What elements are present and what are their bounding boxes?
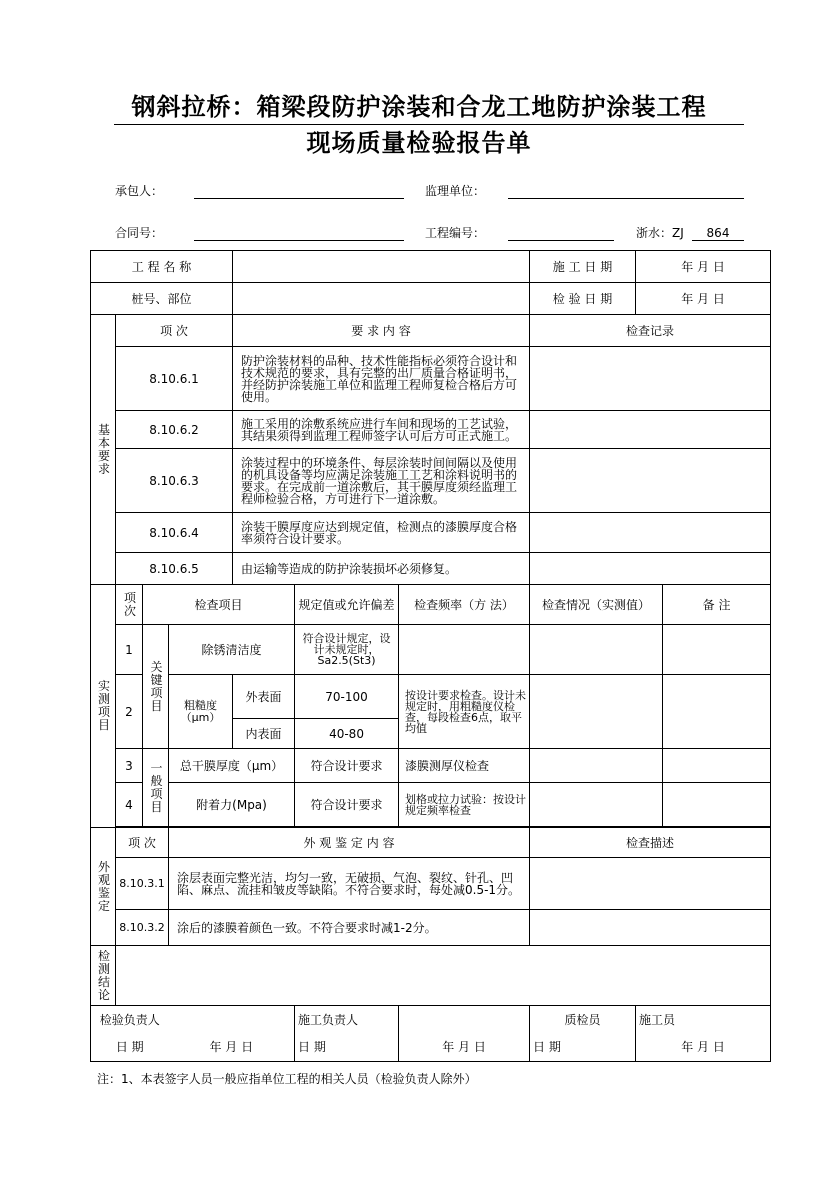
basic-row-text: 由运输等造成的防护涂装损坏必须修复。 xyxy=(233,553,530,585)
station-label: 桩号、部位 xyxy=(91,283,233,315)
appearance-row-code: 8.10.3.1 xyxy=(116,858,169,910)
title-underline xyxy=(114,124,744,125)
station-cell[interactable] xyxy=(233,283,530,315)
footnote: 注：1、本表签字人员一般应指单位工程的相关人员（检验负责人除外） xyxy=(97,1072,477,1086)
measured-row-result[interactable] xyxy=(530,749,663,783)
basic-row-code: 8.10.6.1 xyxy=(116,347,233,411)
measured-row-no: 3 xyxy=(116,749,143,783)
key-items-cell: 关键项目 xyxy=(143,625,169,749)
construction-date-sign-value[interactable]: 年 月 日 xyxy=(399,1034,530,1062)
basic-row-code: 8.10.6.4 xyxy=(116,513,233,553)
inspection-table xyxy=(90,250,771,1062)
basic-section-label: 基本要求 xyxy=(98,422,111,476)
measured-row-remark[interactable] xyxy=(663,625,771,675)
serial-underline xyxy=(692,240,744,241)
basic-row-code: 8.10.6.3 xyxy=(116,449,233,513)
measured-row-remark[interactable] xyxy=(663,783,771,827)
appearance-row-text: 涂后的漆膜着颜色一致。不符合要求时减1-2分。 xyxy=(169,910,530,946)
measured-row-spec: 符合设计规定，设计未规定时，Sa2.5(St3) xyxy=(295,625,399,675)
basic-row-record[interactable] xyxy=(530,347,771,411)
serial-label: 浙水：ZJ xyxy=(636,226,684,240)
measured-row-freq: 按设计要求检查。设计未规定时，用粗糙度仪检查，每段检查6点，取平均值 xyxy=(399,675,530,749)
supervisor-label: 监理单位： xyxy=(425,184,486,198)
measured-row-freq xyxy=(399,625,530,675)
supervisor-field[interactable] xyxy=(508,198,744,199)
construction-date-cell[interactable]: 年 月 日 xyxy=(636,251,771,283)
basic-row-text: 防护涂装材料的品种、技术性能指标必须符合设计和技术规范的要求，具有完整的出厂质量合格证明书，并经防护涂装施工单位和监理工程师复检合格后方可使用。 xyxy=(233,347,530,411)
inspector-lead-sign[interactable] xyxy=(169,1006,295,1034)
conclusion-section-label: 检测结论 xyxy=(98,948,111,1002)
inspector-date-value[interactable]: 年 月 日 xyxy=(169,1034,295,1062)
project-name-cell[interactable] xyxy=(233,251,530,283)
measured-row-remark[interactable] xyxy=(663,675,771,749)
measured-row-result[interactable] xyxy=(530,783,663,827)
basic-row-text: 涂装过程中的环境条件、每层涂装时间间隔以及使用的机具设备等均应满足涂装施工工艺和涂料说明书的要求。在完成前一道涂敷后，其干膜厚度须经监理工程师检验合格，方可进行下一道涂敷。 xyxy=(233,449,530,513)
project-no-label: 工程编号： xyxy=(425,226,486,240)
measured-row-sub: 内表面 xyxy=(233,719,295,749)
construction-date-sign-label: 日 期 xyxy=(295,1034,399,1062)
conclusion-section-cell xyxy=(91,946,116,1006)
conclusion-cell[interactable] xyxy=(116,946,771,1006)
measured-row-remark[interactable] xyxy=(663,749,771,783)
measured-row-sub: 外表面 xyxy=(233,675,295,719)
report-title-line2: 现场质量检验报告单 xyxy=(306,129,532,157)
measured-col-spec: 规定值或允许偏差 xyxy=(295,585,399,625)
quality-inspector-label: 质检员 xyxy=(530,1006,636,1034)
basic-row-text: 涂装干膜厚度应达到规定值，检测点的漆膜厚度合格率须符合设计要求。 xyxy=(233,513,530,553)
construction-date-label: 施 工 日 期 xyxy=(530,251,636,283)
basic-row-record[interactable] xyxy=(530,513,771,553)
appearance-row-desc[interactable] xyxy=(530,858,771,910)
contractor-field[interactable] xyxy=(194,198,404,199)
basic-col-record: 检查记录 xyxy=(530,315,771,347)
measured-row-no: 4 xyxy=(116,783,143,827)
measured-col-check: 检查项目 xyxy=(143,585,295,625)
quality-date-cell[interactable]: 日 期 xyxy=(530,1034,636,1062)
inspector-lead-label: 检验负责人 xyxy=(91,1006,169,1034)
measured-row-result[interactable] xyxy=(530,625,663,675)
measured-row-freq: 漆膜测厚仪检查 xyxy=(399,749,530,783)
measured-section-label: 实测项目 xyxy=(98,679,111,732)
appearance-section-label: 外观鉴定 xyxy=(98,859,111,913)
contract-no-label: 合同号： xyxy=(115,226,164,240)
measured-col-item: 项次 xyxy=(116,585,143,625)
measured-row-result[interactable] xyxy=(530,675,663,749)
appearance-row-desc[interactable] xyxy=(530,910,771,946)
measured-row-item: 除锈清洁度 xyxy=(169,625,295,675)
general-items-cell: 一般项目 xyxy=(143,749,169,827)
basic-row-record[interactable] xyxy=(530,411,771,449)
measured-row-no: 2 xyxy=(116,675,143,749)
inspection-date-cell[interactable]: 年 月 日 xyxy=(636,283,771,315)
appearance-row-code: 8.10.3.2 xyxy=(116,910,169,946)
measured-row-spec: 符合设计要求 xyxy=(295,783,399,827)
inspection-date-label: 检 验 日 期 xyxy=(530,283,636,315)
appearance-section-cell xyxy=(91,828,116,946)
appearance-col-content: 外 观 鉴 定 内 容 xyxy=(169,828,530,858)
measured-row-item: 粗糙度（μm） xyxy=(169,675,233,749)
measured-row-no: 1 xyxy=(116,625,143,675)
basic-col-requirement: 要 求 内 容 xyxy=(233,315,530,347)
appearance-col-desc: 检查描述 xyxy=(530,828,771,858)
project-no-field[interactable] xyxy=(508,240,614,241)
appearance-col-item: 项 次 xyxy=(116,828,169,858)
project-name-label: 工 程 名 称 xyxy=(91,251,233,283)
basic-col-item: 项 次 xyxy=(116,315,233,347)
constructor-date-cell[interactable]: 年 月 日 xyxy=(636,1034,771,1062)
serial-value: 864 xyxy=(706,226,730,240)
contractor-label: 承包人： xyxy=(115,184,164,198)
basic-row-record[interactable] xyxy=(530,449,771,513)
measured-col-result: 检查情况（实测值） xyxy=(530,585,663,625)
measured-row-spec: 符合设计要求 xyxy=(295,749,399,783)
measured-section-cell xyxy=(91,585,116,828)
construction-lead-sign[interactable] xyxy=(399,1006,530,1034)
contract-no-field[interactable] xyxy=(194,240,404,241)
basic-row-text: 施工采用的涂敷系统应进行车间和现场的工艺试验，其结果须得到监理工程师签字认可后方可正式施工。 xyxy=(233,411,530,449)
measured-row-spec: 40-80 xyxy=(295,719,399,749)
measured-row-item: 总干膜厚度（μm） xyxy=(169,749,295,783)
construction-lead-label: 施工负责人 xyxy=(295,1006,399,1034)
basic-row-code: 8.10.6.2 xyxy=(116,411,233,449)
constructor-label: 施工员 xyxy=(636,1006,771,1034)
measured-row-item: 附着力(Mpa) xyxy=(169,783,295,827)
appearance-row-text: 涂层表面完整光洁，均匀一致，无破损、气泡、裂纹、针孔、凹陷、麻点、流挂和皱皮等缺陷。不符合要求时，每处减0.5-1分。 xyxy=(169,858,530,910)
inspector-date-label: 日 期 xyxy=(91,1034,169,1062)
measured-col-freq: 检查频率（方 法） xyxy=(399,585,530,625)
measured-row-freq: 划格或拉力试验：按设计规定频率检查 xyxy=(399,783,530,827)
measured-col-remark: 备 注 xyxy=(663,585,771,625)
basic-row-code: 8.10.6.5 xyxy=(116,553,233,585)
basic-section-cell xyxy=(91,315,116,585)
measured-row-spec: 70-100 xyxy=(295,675,399,719)
report-title-line1: 钢斜拉桥：箱梁段防护涂装和合龙工地防护涂装工程 xyxy=(131,93,707,121)
basic-row-record[interactable] xyxy=(530,553,771,585)
